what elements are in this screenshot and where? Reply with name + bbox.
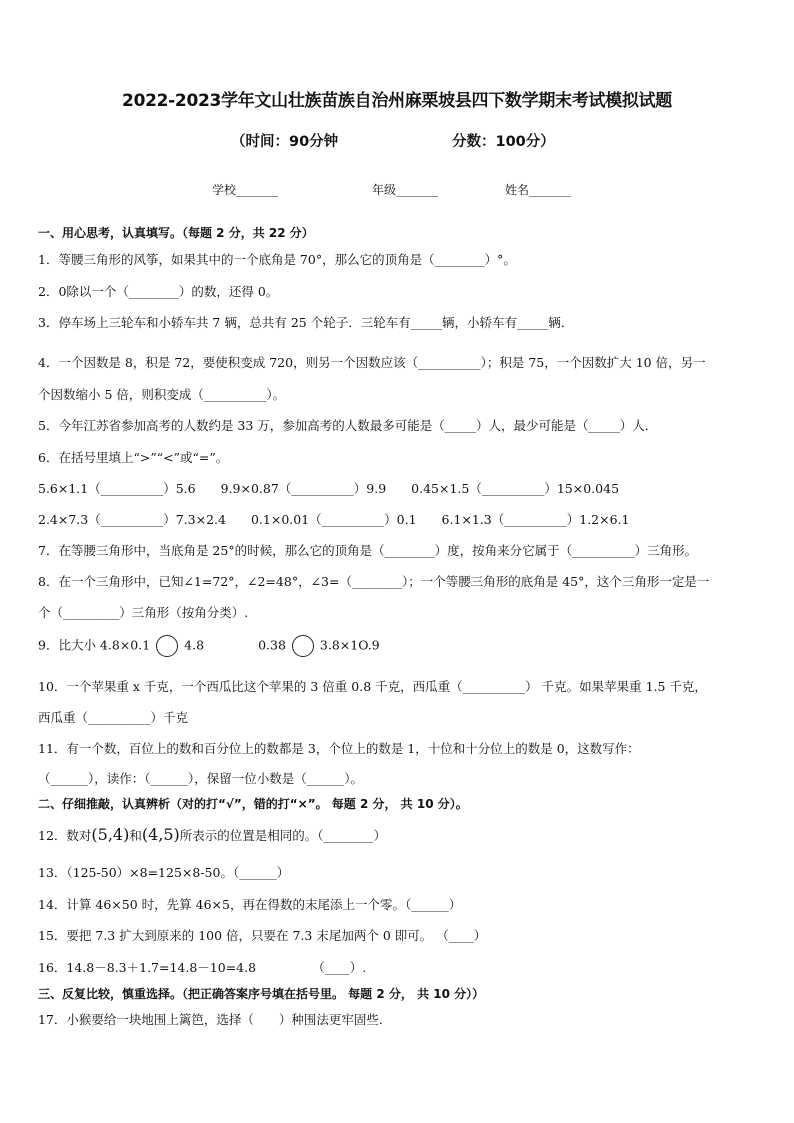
- question-14: 14．计算 46×50 时，先算 46×5，再在得数的末尾添上一个零。（______）: [38, 897, 462, 912]
- section-3-heading: 三、反复比较，慎重选择。（把正确答案序号填在括号里。 每题 2 分， 共 10 分））: [38, 987, 485, 1001]
- q12-and: 和: [129, 828, 142, 843]
- question-2: 2．0除以一个（________）的数，还得 0。: [38, 284, 279, 299]
- question-13: 13．（125-50）×8=125×8-50。（______）: [38, 865, 290, 880]
- name-field: 姓名_______: [505, 183, 572, 197]
- question-10-line-1: 10．一个苹果重 x 千克，一个西瓜比这个苹果的 3 倍重 0.8 千克，西瓜重（__________） 千克。如果苹果重 1.5 千克，: [38, 679, 707, 694]
- question-10-line-2: 西瓜重（__________）千克: [38, 710, 189, 725]
- question-16: 16．14.8－8.3＋1.7=14.8－10=4.8 （____）.: [38, 960, 367, 975]
- q9-left-expr: 9．比大小 4.8×0.1: [38, 637, 151, 653]
- section-2-heading: 二、仔细推敲，认真辨析（对的打“√”，错的打“×”。 每题 2 分， 共 10 分）。: [38, 797, 468, 811]
- compare-circle-1[interactable]: [156, 635, 178, 657]
- question-15: 15．要把 7.3 扩大到原来的 100 倍，只要在 7.3 末尾加两个 0 即可。 （____）: [38, 928, 487, 943]
- question-17: 17．小猴要给一块地围上篱笆，选择（ ）种围法更牢固些.: [38, 1012, 383, 1027]
- question-8-line-1: 8．在一个三角形中，已知∠1=72°，∠2=48°，∠3=（________）；一个等腰三角形的底角是 45°，这个三角形一定是一: [38, 574, 710, 589]
- question-6: 6．在括号里填上“>”“<”或“=”。: [38, 450, 229, 465]
- question-3: 3．停车场上三轮车和小轿车共 7 辆，总共有 25 个轮子．三轮车有_____辆，小轿车有_____辆．: [38, 315, 574, 330]
- question-11-line-1: 11．有一个数，百位上的数和百分位上的数都是 3，个位上的数是 1，十位和十分位上的数是 0，这数写作：: [38, 741, 640, 756]
- time-info: （时间：90分钟: [231, 134, 339, 150]
- question-12: [38, 825, 386, 844]
- question-4-line-2: 个因数缩小 5 倍，则积变成（__________）。: [38, 387, 286, 402]
- question-11-line-2: （______），读作：（______），保留一位小数是（______）。: [38, 771, 364, 786]
- q9-left-value: 4.8: [184, 637, 205, 653]
- question-9: [38, 635, 380, 657]
- question-6-row-2: 2.4×7.3（__________）7.3×2.4 0.1×0.01（__________）0.1 6.1×1.3（__________）1.2×6.1: [38, 512, 630, 527]
- section-1-heading: 一、用心思考，认真填写。（每题 2 分，共 22 分）: [38, 226, 314, 240]
- q12-suffix: 所表示的位置是相同的。（________）: [179, 828, 387, 843]
- school-field: 学校_______: [212, 183, 279, 197]
- score-info: 分数：100分）: [452, 134, 555, 150]
- question-4-line-1: 4．一个因数是 8，积是 72，要使积变成 720，则另一个因数应该（__________）；积是 75，一个因数扩大 10 倍，另一: [38, 355, 706, 370]
- grade-field: 年级_______: [372, 183, 439, 197]
- q9-right-value: 0.38: [258, 637, 286, 653]
- coordinate-pair-1: (5,4): [91, 825, 130, 844]
- question-6-row-1: 5.6×1.1（__________）5.6 9.9×0.87（__________）9.9 0.45×1.5（__________）15×0.045: [38, 481, 620, 496]
- question-7: 7．在等腰三角形中，当底角是 25°的时候，那么它的顶角是（________）度，按角来分它属于（__________）三角形。: [38, 543, 698, 558]
- exam-title: 2022-2023学年文山壮族苗族自治州麻栗坡县四下数学期末考试模拟试题: [122, 91, 672, 111]
- question-5: 5．今年江苏省参加高考的人数约是 33 万，参加高考的人数最多可能是（_____）人，最少可能是（_____）人．: [38, 418, 658, 433]
- compare-circle-2[interactable]: [292, 635, 314, 657]
- question-8-line-2: 个（_________）三角形（按角分类）.: [38, 605, 249, 620]
- coordinate-pair-2: (4,5): [141, 825, 180, 844]
- question-1: 1．等腰三角形的风筝，如果其中的一个底角是 70°，那么它的顶角是（________）°。: [38, 252, 516, 267]
- q9-right-expr: 3.8×1O.9: [319, 637, 380, 653]
- q12-prefix: 12．数对: [38, 828, 92, 843]
